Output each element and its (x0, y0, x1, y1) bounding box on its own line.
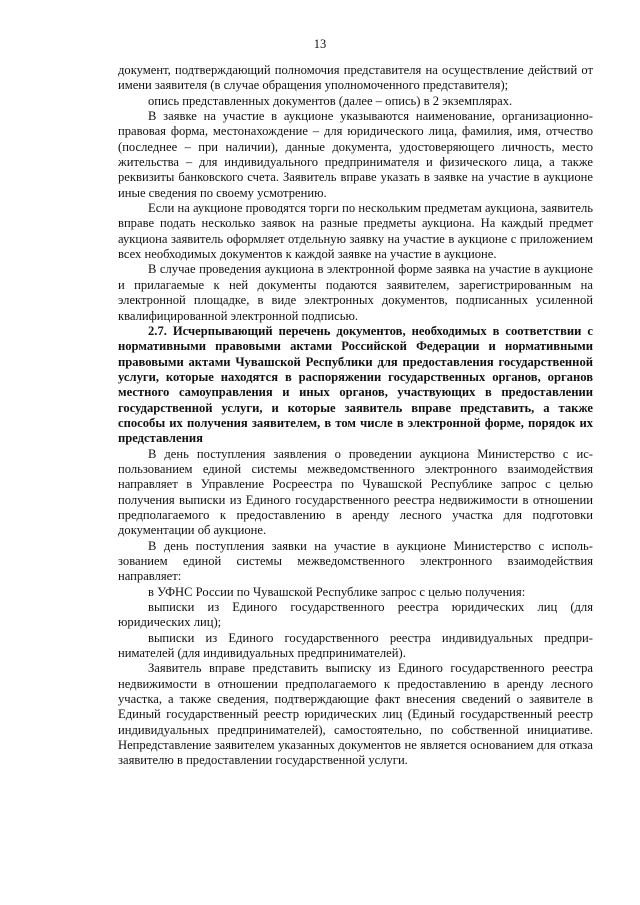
page-body (118, 63, 593, 769)
body-paragraph: В случае проведения аукциона в электронной форме заявка на участие в аукционе и прилагаемые к ней документы подаются заявителем, зарегистрированным на электронной площадке, в виде электронных документов, подписанных усиленной квалифицированной электронной подписью. (118, 262, 593, 323)
body-paragraph: в УФНС России по Чувашской Республике запрос с целью получения: (148, 584, 526, 599)
body-paragraph: В день поступления заявки на участие в аукционе Министерство с использованием единой системы межведомственного электронного взаимодействия направляет: (118, 538, 593, 584)
body-paragraph: В день поступления заявления о проведении аукциона Министерство с использованием единой системы межведомственного электронного взаимодействия направляет в Управление Росреестра по Чувашской Республике запрос с целью получения выписки из Единого государственного реестра недвижимости в отношении предполагаемого к предоставлению в аренду лесного участка для подготовки документации об аукционе. (118, 446, 593, 538)
body-paragraph: Заявитель вправе представить выписку из Единого государственного реестра недвижимости в отношении предполагаемого к предоставлению в аренду лесного участка, а также сведения, подтверждающие факт внесения сведений о заявителе в Единый государственный реестр юридических лиц (Единый государственный реестр индивидуальных предпринимателей), самостоятельно, по собственной инициативе. Непредставление заявителем указанных документов не является основанием для отказа заявителю в предоставлении государственной услуги. (118, 661, 593, 768)
section-heading: 2.7. Исчерпывающий перечень документов, необходимых в соответствии с нормативными правовыми актами Российской Федерации и нормативными правовыми актами Чувашской Республики для предоставления государственной услуги, которые находятся в распоряжении государственных органов, органов местного самоуправления и иных органов, участвующих в предоставлении государственной услуги, и которые заявитель вправе представить, а также способы их получения заявителем, в том числе в электронной форме, порядок их представления (118, 323, 593, 446)
body-paragraph: Если на аукционе проводятся торги по нескольким предметам аукциона, заявитель вправе подать несколько заявок на разные предметы аукциона. На каждый предмет аукциона заявитель оформляет отдельную заявку на участие в аукционе с приложением всех необходимых документов к каждой заявке на участие в аукционе. (118, 201, 593, 262)
body-paragraph: документ, подтверждающий полномочия представителя на осуществление действий от имени заявителя (в случае обращения уполномоченного представителя); (118, 63, 593, 93)
body-paragraph: В заявке на участие в аукционе указываются наименование, организационно-правовая форма, местонахождение – для юридического лица, фамилия, имя, отчество (последнее – при наличии), данные документа, удостоверяющего личность, место жительства – для индивидуального предпринимателя и физического лица, а также реквизиты банковского счета. Заявитель вправе указать в заявке на участие в аукционе иные сведения по своему усмотрению. (118, 109, 593, 200)
body-paragraph: выписки из Единого государственного реестра индивидуальных предпринимателей (для индивидуальных предпринимателей). (118, 630, 593, 661)
body-paragraph: опись представленных документов (далее – опись) в 2 экземплярах. (148, 93, 513, 108)
body-paragraph: выписки из Единого государственного реестра юридических лиц (для юридических лиц); (118, 600, 593, 630)
page-number: 13 (313, 37, 327, 51)
